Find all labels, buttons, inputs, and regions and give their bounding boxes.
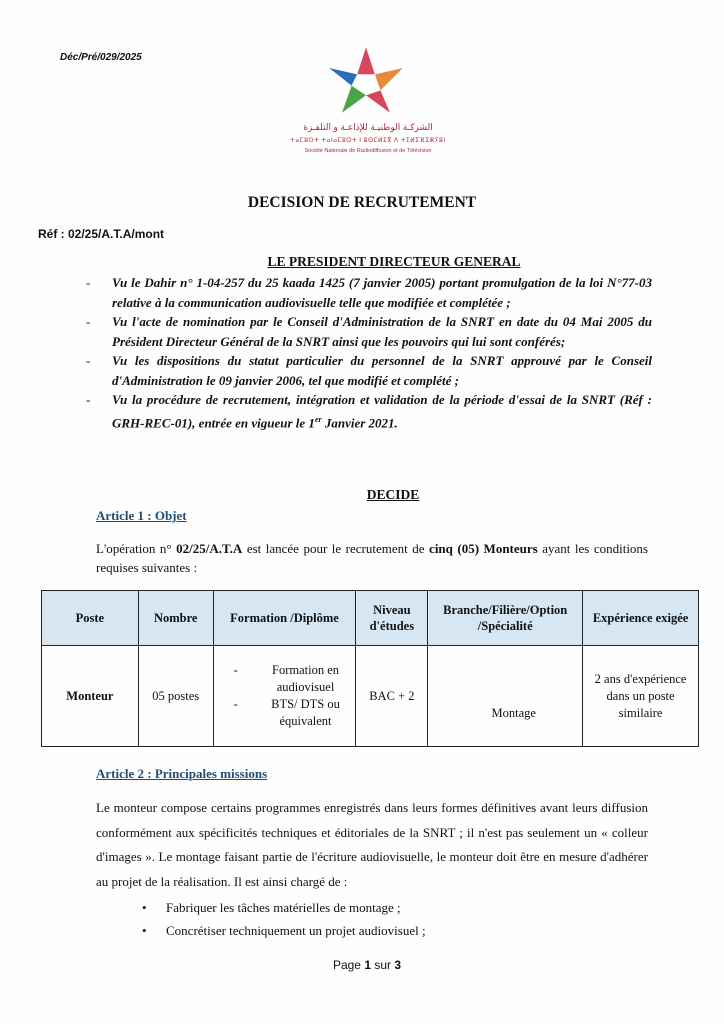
recruitment-table [41, 590, 699, 747]
article-1-text: ayant les conditions requises suivantes : [96, 541, 648, 575]
table-header-cell: Poste [42, 591, 139, 646]
table-header-cell: Nombre [138, 591, 213, 646]
formation-item-text: BTS/ DTS ou équivalent [271, 697, 340, 728]
page-footer [0, 958, 724, 972]
page-total: 3 [394, 958, 402, 972]
vu-item-superscript: er [314, 414, 322, 424]
article-2-heading: Article 2 : Principales missions [96, 766, 268, 781]
table-header-cell: Niveau d'études [356, 591, 428, 646]
list-item-text: Concrétiser techniquement un projet audiovisuel ; [166, 923, 426, 938]
vu-item-text: Vu les dispositions du statut particulier du personnel de la SNRT approuvé par le Conseil d'Administration le 09 janvier 2006, tel que modifié et complété ; [112, 353, 652, 388]
article-1-text: L'opération n° [96, 541, 177, 556]
list-item-text: Fabriquer les tâches matérielles de montage ; [166, 900, 401, 915]
vu-item-text: Vu l'acte de nomination par le Conseil d'Administration de la SNRT en date du 04 Mai 2005 du Président Directeur Général de la SNRT ainsi que les pouvoirs qui lui sont conférés; [112, 314, 652, 349]
bullet-icon: • [142, 923, 147, 938]
logo-top-segment [357, 47, 375, 74]
position-count: cinq (05) Monteurs [429, 541, 538, 556]
table-cell-poste: Monteur [42, 646, 139, 747]
org-name-arabic: الشركـة الوطنيـة للإذاعـة و التلفـزة [303, 122, 433, 132]
vu-item-text: Vu la procédure de recrutement, intégration et validation de la période d'essai de la SNRT (Réf : GRH-REC-01), entrée en vigueur le 1 [112, 392, 652, 430]
table-cell-niveau: BAC + 2 [356, 646, 428, 747]
vu-item: - Vu le Dahir n° 1-04-257 du 25 kaada 1425 (7 janvier 2005) portant promulgation de la loi N°77-03 relative à la communication audiovisuelle telle que modifiée et complétée ; [86, 275, 652, 310]
vu-item-end: Janvier 2021. [321, 414, 398, 430]
article-1-text: est lancée pour le recrutement de [242, 541, 430, 556]
vu-item: - Vu les dispositions du statut particulier du personnel de la SNRT approuvé par le Conseil d'Administration le 09 janvier 2006, tel que modifié et complété ; [86, 353, 652, 388]
article-1-heading: Article 1 : Objet [96, 508, 187, 523]
document-title: DECISION DE RECRUTEMENT [247, 194, 477, 211]
table-header-cell: Formation /Diplôme [213, 591, 356, 646]
vu-item: - Vu la procédure de recrutement, intégration et validation de la période d'essai de la SNRT (Réf : GRH-REC-01), entrée en vigueur le 1er Janvier 2021. [86, 392, 652, 430]
president-heading: LE PRESIDENT DIRECTEUR GENERAL [267, 254, 521, 269]
document-reference: Déc/Pré/029/2025 [60, 52, 142, 63]
article-2-paragraph: Le monteur compose certains programmes enregistrés dans leurs formes définitives avant leurs diffusion conformément aux spécificités techniques et éditoriales de la SNRT ; il n'est pas seulement un « colleur d'images ». Le montage faisant partie de l'écriture audiovisuelle, le monteur doit être en mesure d'adhérer au projet de la réalisation. Il est ainsi chargé de : [96, 800, 648, 889]
table-cell-formation [213, 646, 356, 747]
vu-item: - Vu l'acte de nomination par le Conseil d'Administration de la SNRT en date du 04 Mai 2005 du Président Directeur Général de la SNRT ainsi que les pouvoirs qui lui sont conférés; [86, 314, 652, 349]
table-cell-nombre: 05 postes [138, 646, 213, 747]
formation-item: - BTS/ DTS ou équivalent [233, 697, 340, 728]
formation-item-text: Formation en audiovisuel [272, 663, 340, 694]
bullet-icon: • [142, 900, 147, 915]
recruitment-reference: Réf : 02/25/A.T.A/mont [38, 227, 165, 241]
formation-item: - Formation en audiovisuel [233, 663, 340, 694]
snrt-star-logo [326, 44, 406, 116]
page-number: 1 [364, 958, 371, 972]
article-1-paragraph [96, 539, 648, 577]
table-row [42, 646, 699, 747]
vu-item-text: Vu le Dahir n° 1-04-257 du 25 kaada 1425 (7 janvier 2005) portant promulgation de la loi N°77-03 relative à la communication audiovisuelle telle que modifiée et complétée ; [112, 275, 652, 310]
table-header-row [42, 591, 699, 646]
vu-list [86, 273, 652, 432]
table-header-cell: Expérience exigée [583, 591, 699, 646]
decide-heading: DECIDE [366, 487, 420, 502]
page-sur-label: sur [374, 958, 392, 972]
org-name-tifinagh: ⵜⴰⵎⵓⵔⵜ ⵜⴰⵏⴰⵎⵓⵔⵜ ⵏ ⵓⵙⵎⵍⵉⴳ ⴷ ⵜⵉⵍⵉⴼⵉⵣⵢⵓⵏ [290, 138, 446, 144]
org-name-french: Société Nationale de Radiodiffusion et de Télévision [304, 148, 432, 154]
operation-number: 02/25/A.T.A [176, 541, 243, 556]
table-cell-branche: Montage [428, 646, 583, 747]
list-item [142, 896, 426, 919]
list-item [142, 919, 426, 942]
missions-list [142, 896, 426, 942]
page-label: Page [332, 958, 361, 972]
table-header-cell: Branche/Filière/Option /Spécialité [428, 591, 583, 646]
table-cell-experience: 2 ans d'expérience dans un poste similaire [583, 646, 699, 747]
